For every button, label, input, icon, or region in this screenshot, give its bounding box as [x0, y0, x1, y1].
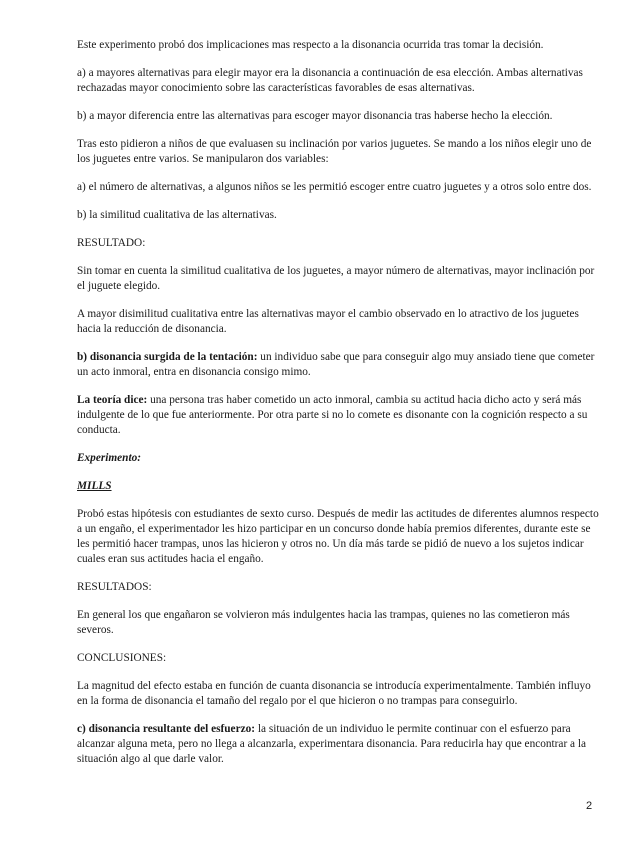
paragraph: a) el número de alternativas, a algunos niños se les permitió escoger entre cuatro juguetes y a otros solo entre dos. — [77, 181, 592, 193]
page-number: 2 — [586, 800, 593, 812]
paragraph: Probó estas hipótesis con estudiantes de sexto curso. Después de medir las actitudes de diferentes alumnos respecto a un engaño, el experimentador les hizo participar en un concurso donde había premios diferentes, durante este se les permitió hacer trampas, unos las hicieron y otros no. Un día más tarde se pidió de nuevo a los sujetos indicar cuales eran sus actitudes hacia el engaño. — [77, 508, 599, 565]
section-label-conclusiones: CONCLUSIONES: — [77, 652, 167, 664]
mills-heading: MILLS — [77, 480, 112, 492]
paragraph: a) a mayores alternativas para elegir mayor era la disonancia a continuación de esa elección. Ambas alternativas rechazadas mayor conocimiento sobre las características favorables de esas alternativas. — [77, 67, 583, 94]
paragraph-teoria: La teoría dice: una persona tras haber cometido un acto inmoral, cambia su actitud hacia dicho acto y será más indulgente de lo que fue anteriormente. Por otra parte si no lo comete es disonante con la cognición respecto a su conducta. — [77, 394, 588, 436]
paragraph: En general los que engañaron se volvieron más indulgentes hacia las trampas, quienes no las cometieron más severos. — [77, 609, 570, 636]
paragraph-tentacion: b) disonancia surgida de la tentación: un individuo sabe que para conseguir algo muy ansiado tiene que cometer un acto inmoral, entra en disonancia consigo mimo. — [77, 351, 595, 378]
paragraph: La magnitud del efecto estaba en función de cuanta disonancia se introducía experimentalmente. También influyo en la forma de disonancia el tamaño del regalo por el que hicieron o no trampas para conseguirlo. — [77, 680, 591, 707]
experiment-heading: Experimento: — [77, 452, 142, 464]
document-body — [77, 38, 601, 780]
paragraph-esfuerzo: c) disonancia resultante del esfuerzo: la situación de un individuo le permite continuar con el esfuerzo para alcanzar alguna meta, pero no llega a alcanzarla, experimentara disonancia. Para reducirla hay que encontrar a la situación algo al que darle valor. — [77, 723, 587, 765]
paragraph: Tras esto pidieron a niños de que evaluasen su inclinación por varios juguetes. Se mando a los niños elegir uno de los juguetes entre varios. Se manipularon dos variables: — [77, 138, 592, 165]
paragraph: b) la similitud cualitativa de las alternativas. — [77, 209, 277, 221]
paragraph: A mayor disimilitud cualitativa entre las alternativas mayor el cambio observado en lo atractivo de los juguetes hacia la reducción de disonancia. — [77, 308, 579, 335]
section-label-resultados: RESULTADOS: — [77, 581, 152, 593]
paragraph: Sin tomar en cuenta la similitud cualitativa de los juguetes, a mayor número de alternativas, mayor inclinación por el juguete elegido. — [77, 265, 595, 292]
section-label-resultado: RESULTADO: — [77, 237, 146, 249]
paragraph: Este experimento probó dos implicaciones mas respecto a la disonancia ocurrida tras tomar la decisión. — [77, 39, 544, 51]
paragraph: b) a mayor diferencia entre las alternativas para escoger mayor disonancia tras haberse hecho la elección. — [77, 110, 553, 122]
